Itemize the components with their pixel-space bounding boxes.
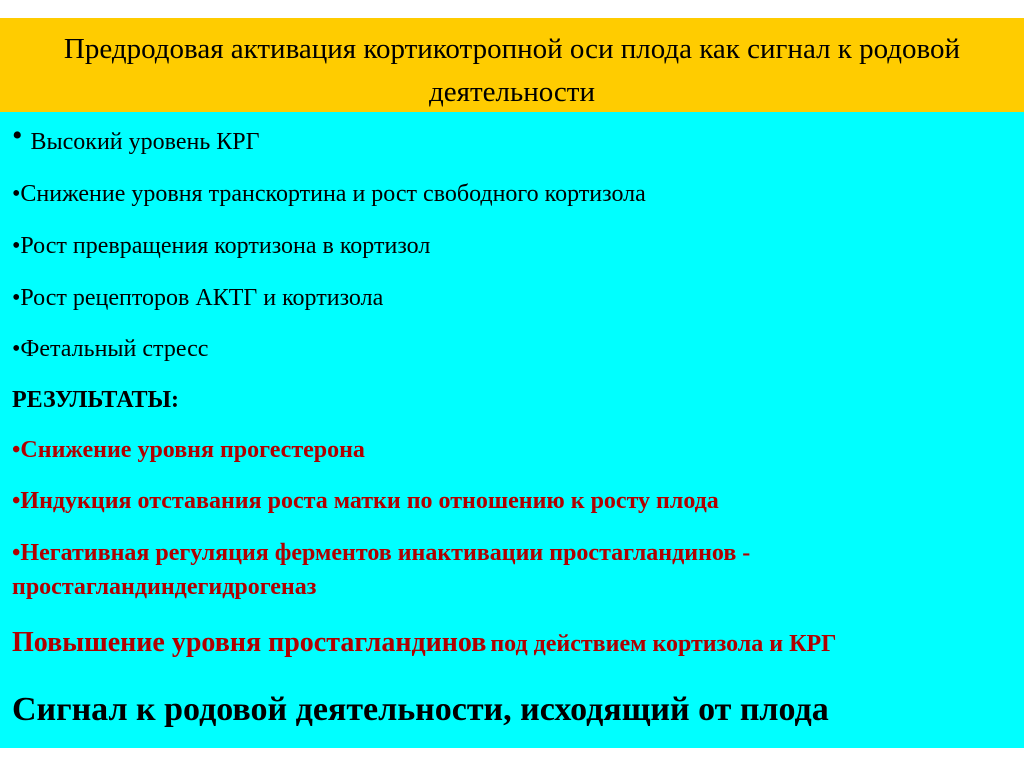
slide-title-text: Предродовая активация кортикотропной оси плода как сигнал к родовой деятельности [63,33,961,108]
result-progesterone: •Снижение уровня прогестерона [12,437,365,463]
bullet-high-crh-text: Высокий уровень КРГ [30,129,260,155]
results-heading: РЕЗУЛЬТАТЫ: [12,387,180,413]
bullet-fetal-stress: •Фетальный стресс [12,336,209,362]
result-uterine-growth: •Индукция отставания роста матки по отношению к росту плода [12,488,719,514]
final-statement: Сигнал к родовой деятельности, исходящий от плода [12,691,829,728]
bullet-transcortin: •Снижение уровня транскортина и рост свободного кортизола [12,181,646,207]
conclusion-main: Повышение уровня простагландинов [12,627,487,658]
bullet-acth-receptors: •Рост рецепторов АКТГ и кортизола [12,285,384,311]
bullet-high-crh [12,119,260,156]
result-enzyme-name: простагландиндегидрогеназ [12,574,317,600]
slide-title [0,18,1024,112]
slide-content [0,112,1024,748]
conclusion-line [12,627,836,659]
result-enzyme-regulation: •Негативная регуляция ферментов инактивации простагландинов - [12,540,751,566]
conclusion-tail: под действием кортизола и КРГ [490,631,837,657]
bullet-dot: • [12,119,23,152]
bullet-cortisone-conversion: •Рост превращения кортизона в кортизол [12,233,431,259]
